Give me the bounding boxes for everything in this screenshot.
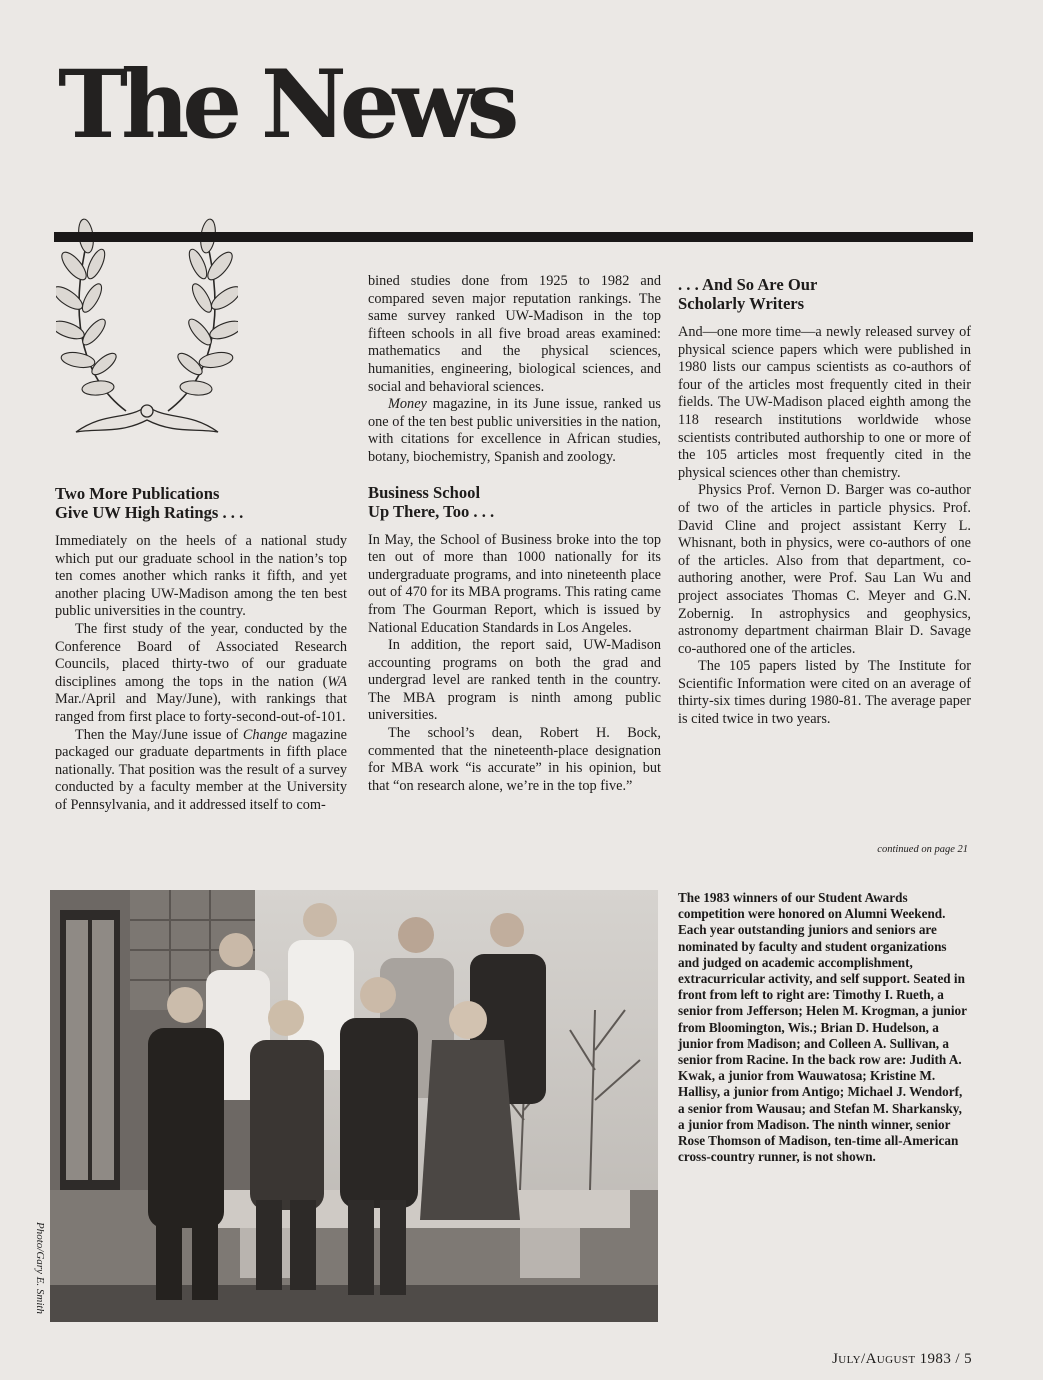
section-heading-business-school: Business School Up There, Too . . . xyxy=(368,482,495,521)
paragraph: The school’s dean, Robert H. Bock, commented that the nineteenth-place designation for MBA work “is accurate” in his opinion, but that “on research alone, we’re in the top five.” xyxy=(368,725,661,794)
group-photo-illustration xyxy=(50,890,658,1322)
page-folio: July/August 1983 / 5 xyxy=(832,1351,972,1367)
article-column-3 xyxy=(678,275,971,729)
paragraph: Money magazine, in its June issue, ranked us one of the ten best public universities in the nation, with citations for excellence in African studies, botany, biochemistry, Spanish and zoology. xyxy=(368,396,661,465)
paragraph: bined studies done from 1925 to 1982 and compared seven major reputation rankings. The same survey ranked UW-Madison in the top fifteen schools in all five broad areas examined: mathematics and the physical sciences, humanities, engineering, biological sciences, and social and behavioral sciences. xyxy=(368,273,661,395)
masthead-title: The News xyxy=(58,50,513,160)
section-heading-publications: Two More Publications Give UW High Ratings . . . xyxy=(55,484,244,522)
photo-credit: Photo/Gary E. Smith xyxy=(34,1222,46,1314)
photo-caption: The 1983 winners of our Student Awards competition were honored on Alumni Weekend. Each year outstanding juniors and seniors are nominated by faculty and student organizations and judged on academic accomplishment, extracurricular activity, and self support. Seated in front from left to right are: Timothy I. Rueth, a senior from Jefferson; Helen M. Krogman, a junior from Bloomington, Wis.; Brian D. Hudelson, a junior from Madison; and Colleen A. Sullivan, a senior from Racine. In the back row are: Judith A. Kwak, a junior from Wauwatosa; Kristine M. Hallisy, a junior from Antigo; Michael J. Wendorf, a senior from Wausau; and Stefan M. Sharkansky, a junior from Madison. The ninth winner, senior Rose Thomson of Madison, ten-time all-American cross-country runner, is not shown. xyxy=(678,890,967,1165)
paragraph: Immediately on the heels of a national study which put our graduate school in the nation’s top ten comes another which ranks it fifth, and yet another placing UW-Madison among the ten best public universities in the country. xyxy=(55,533,347,620)
group-photo xyxy=(50,890,658,1322)
paragraph: Physics Prof. Vernon D. Barger was co-author of two of the articles in particle physics. Prof. David Cline and project assistant Kerry L. Whisnant, both in physics, were co-authors of one of the articles. Also from that department, co-authoring another, were Prof. Sau Lan Wu and project associates Thomas C. Meyer and G.N. Zobernig. In astrophysics and geophysics, astronomy department chairman Blair D. Savage co-authored one of the articles. xyxy=(678,482,971,657)
header-rule xyxy=(54,232,973,242)
paragraph: In May, the School of Business broke into the top ten out of more than 1000 nationally for its undergraduate programs, and into nineteenth place out of 470 for its MBA programs. This rating came from The Gourman Report, which is issued by National Education Standards in Los Angeles. xyxy=(368,531,661,636)
article-column-2 xyxy=(368,273,661,795)
article-column-1 xyxy=(55,484,347,815)
section-heading-scholarly-writers: . . . And So Are Our Scholarly Writers xyxy=(678,275,818,313)
paragraph: The first study of the year, conducted by the Conference Board of Associated Research Councils, placed thirty-two of our graduate disciplines among the tops in the nation (WA Mar./April and May/June), with rankings that ranged from first place to forty-second-out-of-101. xyxy=(55,620,347,725)
paragraph: And—one more time—a newly released survey of physical science papers which were published in 1980 lists our campus scientists as co-authors of four of the articles most frequently cited in their fields. The UW-Madison placed eighth among the 118 research institutions worldwide whose scientists contributed authorship to one or more of the 105 articles most frequently cited in the physical sciences other than chemistry. xyxy=(678,324,971,481)
paragraph: Then the May/June issue of Change magazine packaged our graduate departments in fifth place nationally. That position was the result of a survey conducted by a faculty member at the University of Pennsylvania, and it addressed itself to com- xyxy=(55,726,347,813)
paragraph: In addition, the report said, UW-Madison accounting programs on both the grad and undergrad level are ranked tenth in the country. The MBA program is ninth among public universities. xyxy=(368,637,661,724)
paragraph: The 105 papers listed by The Institute for Scientific Information were cited on an average of thirty-six times during 1980-81. The average paper is cited twice in two years. xyxy=(678,658,971,728)
continued-note: continued on page 21 xyxy=(877,844,968,855)
